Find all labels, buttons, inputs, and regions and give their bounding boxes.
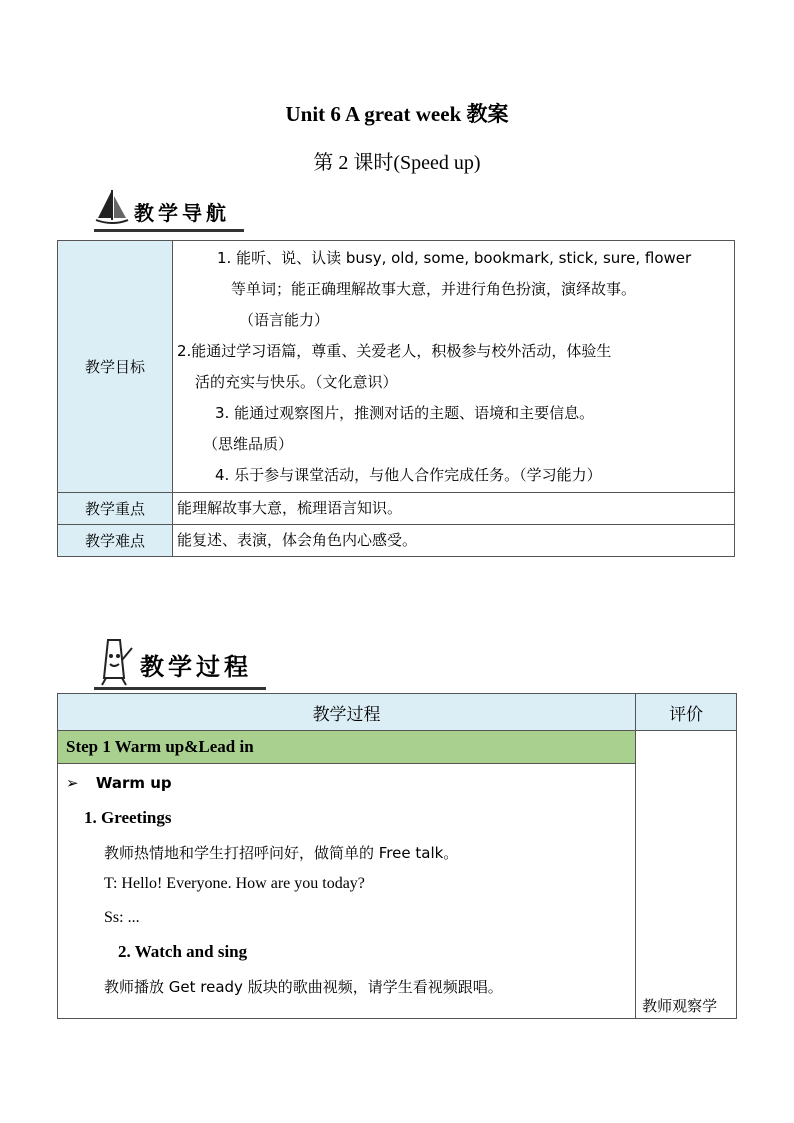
greetings-title: 1. Greetings (84, 808, 172, 827)
difficult-text: 能复述、表演，体会角色内心感受。 (173, 525, 735, 557)
watch-title: 2. Watch and sing (118, 942, 248, 961)
greetings-teacher-line: T: Hello! Everyone. How are you today? (104, 875, 365, 892)
nav-table (57, 240, 735, 557)
evaluation-cell (636, 731, 737, 1019)
process-table (57, 693, 737, 1019)
page-title: Unit 6 A great week 教案 (285, 102, 509, 126)
page-subtitle: 第 2 课时(Speed up) (313, 152, 481, 174)
goal-line: 等单词；能正确理解故事大意，并进行角色扮演，演绎故事。 (231, 279, 637, 298)
sailboat-icon (94, 188, 130, 228)
goal-line: 2.能通过学习语篇，尊重、关爱老人，积极参与校外活动，体验生 (177, 341, 612, 360)
pencil-character-icon (94, 638, 134, 686)
nav-banner-text: 教学导航 (134, 201, 230, 225)
evaluation-text: 教师观察学 (642, 997, 718, 1015)
warmup-heading (66, 774, 172, 792)
goal-line: （语言能力） (239, 310, 330, 329)
goal-line: 3. 能通过观察图片，推测对话的主题、语境和主要信息。 (215, 403, 595, 422)
goal-content (173, 241, 735, 493)
greetings-desc: 教师热情地和学生打招呼问好，做简单的 Free talk。 (104, 844, 459, 862)
watch-desc: 教师播放 Get ready 版块的歌曲视频，请学生看视频跟唱。 (104, 978, 503, 996)
goal-line: 活的充实与快乐。（文化意识） (195, 372, 398, 391)
goal-line: （思维品质） (203, 434, 294, 453)
nav-banner (94, 188, 244, 228)
arrow-bullet-icon: ➢ (66, 774, 79, 792)
process-banner (94, 638, 266, 686)
evaluation-column-header: 评价 (636, 694, 737, 731)
goal-label: 教学目标 (58, 241, 173, 493)
step1-title: Step 1 Warm up&Lead in (58, 731, 636, 764)
warmup-label: Warm up (95, 774, 172, 792)
key-label: 教学重点 (58, 493, 173, 525)
greetings-students-line: Ss: ... (104, 909, 140, 926)
key-text: 能理解故事大意，梳理语言知识。 (173, 493, 735, 525)
step1-content (58, 764, 636, 1019)
difficult-label: 教学难点 (58, 525, 173, 557)
goal-line: 4. 乐于参与课堂活动，与他人合作完成任务。（学习能力） (215, 465, 602, 484)
goal-line: 1. 能听、说、认读 busy, old, some, bookmark, stick, sure, flower (217, 248, 692, 267)
process-banner-text: 教学过程 (140, 653, 252, 681)
process-column-header: 教学过程 (58, 694, 636, 731)
